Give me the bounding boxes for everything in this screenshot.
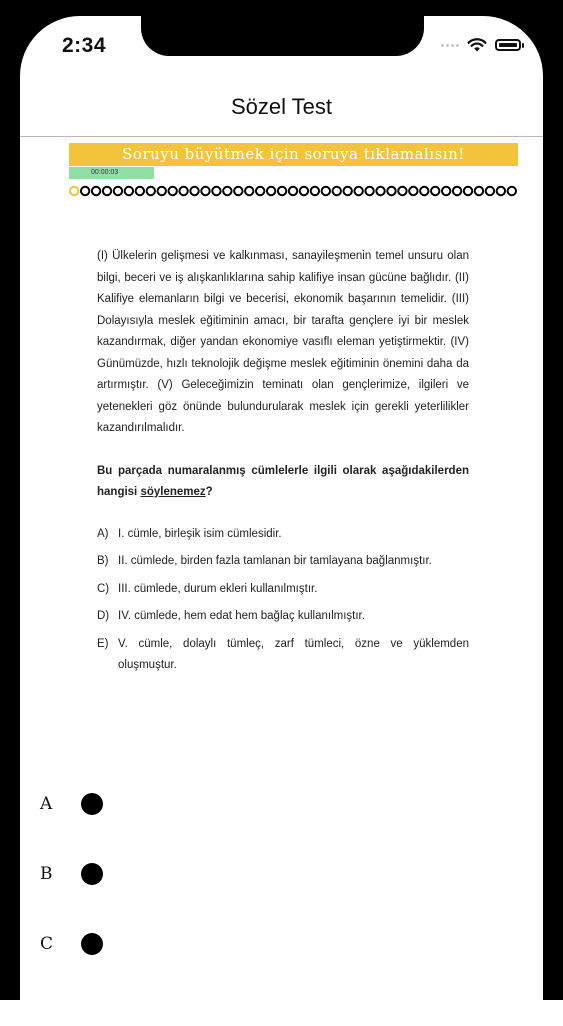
progress-dot[interactable]	[70, 187, 78, 195]
timer-bar: 00:00:03	[69, 167, 154, 179]
answer-choice-a[interactable]	[20, 786, 220, 826]
question-progress-dots[interactable]	[69, 184, 517, 198]
progress-dot[interactable]	[431, 187, 439, 195]
answer-label: C	[40, 934, 54, 954]
option-text: I. cümle, birleşik isim cümlesidir.	[118, 527, 282, 540]
progress-dot[interactable]	[212, 187, 220, 195]
device-notch	[141, 16, 424, 56]
question-option-a	[97, 524, 469, 546]
progress-dot[interactable]	[344, 187, 352, 195]
enlarge-hint-banner: Soruyu büyütmek için soruya tıklamalısın!	[69, 143, 518, 166]
question-card[interactable]	[97, 246, 469, 683]
question-option-c	[97, 579, 469, 601]
progress-dot[interactable]	[245, 187, 253, 195]
answer-label: B	[40, 864, 53, 884]
option-letter: B)	[97, 555, 109, 567]
progress-dot[interactable]	[365, 187, 373, 195]
answer-radio[interactable]	[81, 933, 103, 955]
progress-dot[interactable]	[322, 187, 330, 195]
question-stem-after: ?	[205, 486, 213, 498]
progress-dot[interactable]	[409, 187, 417, 195]
progress-dot[interactable]	[201, 187, 209, 195]
wifi-icon	[467, 38, 487, 52]
progress-dot[interactable]	[453, 187, 461, 195]
progress-dot[interactable]	[387, 187, 395, 195]
progress-dot[interactable]	[354, 187, 362, 195]
question-stem-underlined: söylenemez	[140, 486, 206, 498]
option-letter: D)	[97, 610, 110, 622]
progress-dot[interactable]	[442, 187, 450, 195]
status-icons	[441, 38, 521, 52]
progress-dot[interactable]	[475, 187, 483, 195]
progress-dot[interactable]	[92, 187, 100, 195]
progress-dot[interactable]	[311, 187, 319, 195]
question-option-e	[97, 634, 469, 677]
cellular-signal-icon	[441, 44, 459, 47]
progress-dot[interactable]	[81, 187, 89, 195]
progress-dot[interactable]	[256, 187, 264, 195]
progress-dot[interactable]	[278, 187, 286, 195]
option-text: II. cümlede, birden fazla tamlanan bir tamlayana bağlanmıştır.	[118, 555, 432, 567]
progress-dot[interactable]	[147, 187, 155, 195]
question-stem-before: Bu parçada numaralanmış cümlelerle ilgili olarak aşağıdakilerden hangisi	[97, 464, 469, 498]
answer-choice-b[interactable]	[20, 856, 220, 896]
progress-dot[interactable]	[179, 187, 187, 195]
option-letter: E)	[97, 637, 109, 650]
progress-dot[interactable]	[103, 187, 111, 195]
question-option-d	[97, 606, 469, 628]
progress-dot[interactable]	[158, 187, 166, 195]
option-letter: C)	[97, 582, 110, 595]
progress-dot[interactable]	[136, 187, 144, 195]
option-letter: A)	[97, 527, 109, 540]
progress-dot[interactable]	[168, 187, 176, 195]
progress-dot[interactable]	[486, 187, 494, 195]
progress-dot[interactable]	[289, 187, 297, 195]
progress-dot[interactable]	[376, 187, 384, 195]
screen	[20, 16, 543, 1026]
question-paragraph: (I) Ülkelerin gelişmesi ve kalkınması, sanayileşmenin temel unsuru olan bilgi, beceri ve iş alışkanlıklarına sahip kalifiye insan gücüne bağlıdır. (II) Kalifiye elemanların bilgi ve becerisi, ekonomik başarının temelidir. (III) Dolayısıyla meslek eğitiminin amacı, bir tarafta gençlere iyi bir meslek kazandırmak, diğer yandan ekonomiye vasıflı eleman yetiştirmektir. (IV) Günümüzde, hızlı teknolojik değişme meslek eğitiminin önemini daha da artırmıştır. (V) Geleceğimizin teminatı olan gençlerimize, ilgileri ve yetenekleri göz önünde bulundurularak meslek için gerekli yeterlilikler kazandırılmalıdır.	[97, 250, 469, 434]
question-options	[97, 524, 469, 677]
battery-icon	[495, 39, 521, 51]
page-title: Sözel Test	[230, 94, 333, 119]
progress-dot[interactable]	[234, 187, 242, 195]
progress-dot[interactable]	[223, 187, 231, 195]
progress-dot[interactable]	[267, 187, 275, 195]
progress-dot[interactable]	[300, 187, 308, 195]
option-text: IV. cümlede, hem edat hem bağlaç kullanılmıştır.	[118, 610, 365, 622]
progress-dot[interactable]	[114, 187, 122, 195]
option-text: V. cümle, dolaylı tümleç, zarf tümleci, özne ve yüklemden oluşmuştur.	[118, 637, 469, 671]
answer-radio[interactable]	[81, 793, 103, 815]
status-time: 2:34	[62, 34, 107, 57]
option-text: III. cümlede, durum ekleri kullanılmıştır.	[118, 582, 318, 595]
progress-dot[interactable]	[464, 187, 472, 195]
progress-dot[interactable]	[333, 187, 341, 195]
answer-radio[interactable]	[81, 863, 103, 885]
progress-dot[interactable]	[420, 187, 428, 195]
nav-divider	[20, 136, 543, 137]
answer-label: A	[40, 794, 53, 814]
answer-choice-c[interactable]	[20, 926, 220, 966]
progress-dot[interactable]	[497, 187, 505, 195]
question-option-b	[97, 551, 469, 573]
progress-dot[interactable]	[190, 187, 198, 195]
progress-dot[interactable]	[398, 187, 406, 195]
progress-dot[interactable]	[508, 187, 516, 195]
progress-dot[interactable]	[125, 187, 133, 195]
question-stem	[97, 461, 469, 504]
